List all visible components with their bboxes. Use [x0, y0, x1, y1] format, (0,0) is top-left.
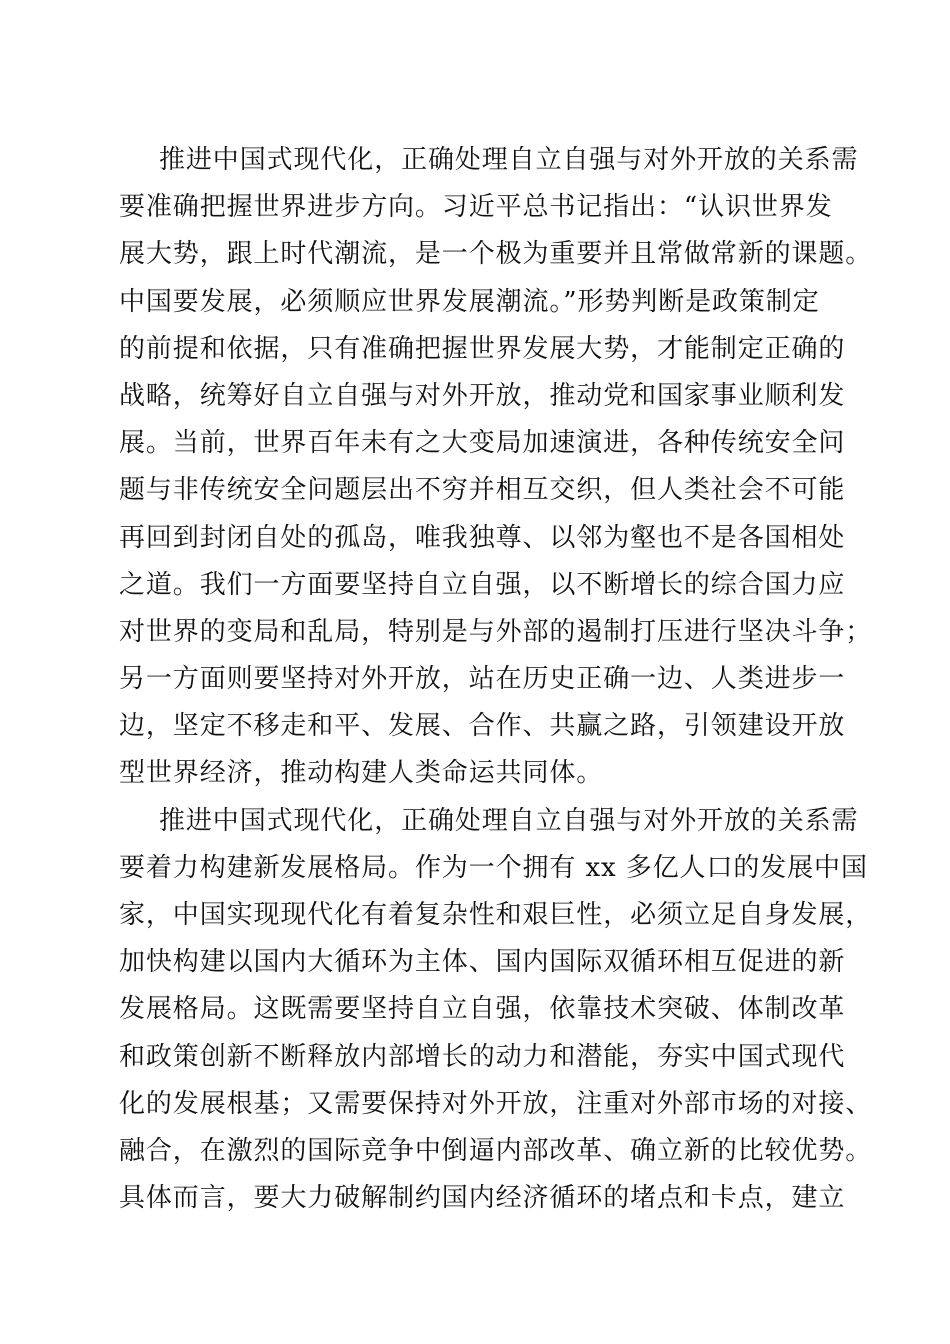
paragraph-line: 要着力构建新发展格局。作为一个拥有 xx 多亿人口的发展中国: [119, 852, 868, 883]
paragraph-line: 另一方面则要坚持对外开放，站在历史正确一边、人类进步一: [119, 664, 846, 695]
paragraph-line: 题与非传统安全问题层出不穷并相互交织，但人类社会不可能: [119, 475, 846, 506]
paragraph-line: 发展格局。这既需要坚持自立自强，依靠技术突破、体制改革: [119, 994, 846, 1025]
paragraph-line: 边，坚定不移走和平、发展、合作、共赢之路，引领建设开放: [119, 711, 846, 742]
paragraph-line: 推进中国式现代化，正确处理自立自强与对外开放的关系需: [159, 145, 859, 175]
paragraph-line: 家，中国实现现代化有着复杂性和艰巨性，必须立足自身发展，: [119, 900, 873, 930]
paragraph-line: 要准确把握世界进步方向。习近平总书记指出：“认识世界发: [119, 192, 833, 223]
paragraph-line: 之道。我们一方面要坚持自立自强，以不断增长的综合国力应: [119, 569, 846, 600]
paragraph-line: 推进中国式现代化，正确处理自立自强与对外开放的关系需: [159, 805, 859, 836]
paragraph-line: 具体而言，要大力破解制约国内经济循环的堵点和卡点，建立: [119, 1183, 846, 1214]
paragraph-line: 的前提和依据，只有准确把握世界发展大势，才能制定正确的: [119, 333, 846, 364]
paragraph-line: 展大势，跟上时代潮流，是一个极为重要并且常做常新的课题。: [119, 239, 873, 270]
paragraph-2: [119, 798, 873, 1223]
paragraph-line: 融合，在激烈的国际竞争中倒逼内部改革、确立新的比较优势。: [119, 1135, 873, 1166]
paragraph-line: 展。当前，世界百年未有之大变局加速演进，各种传统安全问: [119, 428, 846, 459]
document-body: [119, 137, 873, 1222]
paragraph-line: 化的发展根基；又需要保持对外开放，注重对外部市场的对接、: [119, 1088, 873, 1119]
paragraph-line: 战略，统筹好自立自强与对外开放，推动党和国家事业顺利发: [119, 380, 846, 411]
paragraph-line: 型世界经济，推动构建人类命运共同体。: [119, 758, 604, 789]
paragraph-line: 再回到封闭自处的孤岛，唯我独尊、以邻为壑也不是各国相处: [119, 522, 846, 553]
paragraph-line: 和政策创新不断释放内部增长的动力和潜能，夯实中国式现代: [119, 1041, 846, 1072]
paragraph-line: 加快构建以国内大循环为主体、国内国际双循环相互促进的新: [119, 947, 846, 978]
paragraph-line: 中国要发展，必须顺应世界发展潮流。”形势判断是政策制定: [119, 286, 820, 317]
paragraph-line: 对世界的变局和乱局，特别是与外部的遏制打压进行坚决斗争；: [119, 616, 873, 647]
paragraph-1: [119, 137, 873, 798]
